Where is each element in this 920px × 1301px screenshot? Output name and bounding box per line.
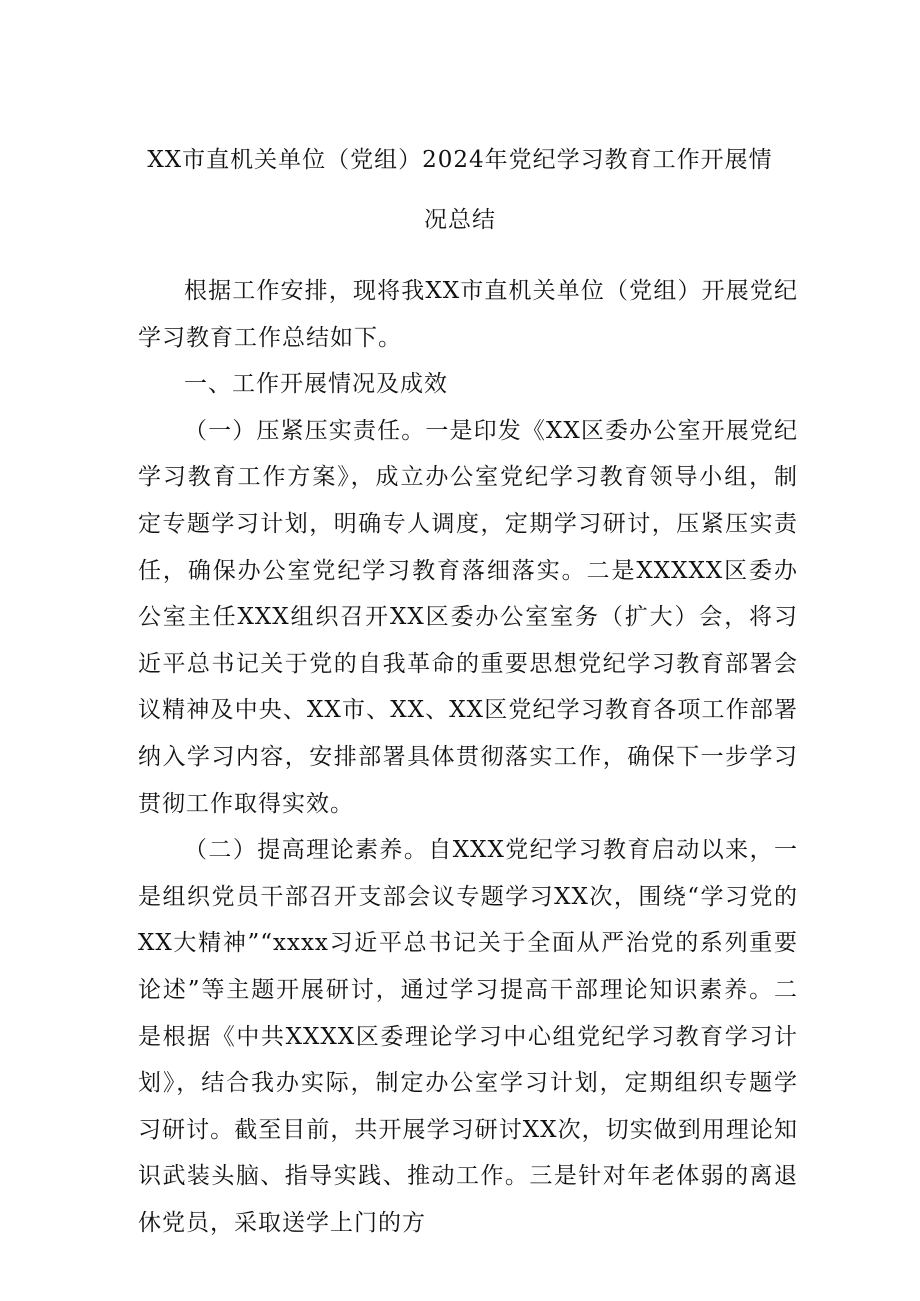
document-title-line-2: 况总结 <box>424 207 496 233</box>
paragraph-responsibility: （一）压紧压实责任。一是印发《XX区委办公室开展党纪学习教育工作方案》，成立办公室党纪学习教育领导小组，制定专题学习计划，明确专人调度，定期学习研讨，压紧压实责任，确保办公室党纪学习教育落细落实。二是XXXXX区委办公室主任XXX组织召开XX区委办公室室务（扩大）会，将习近平总书记关于党的自我革命的重要思想党纪学习教育部署会议精神及中央、XX市、XX、XX区党纪学习教育各项工作部署纳入学习内容，安排部署具体贯彻落实工作，确保下一步学习贯彻工作取得实效。 <box>138 417 798 817</box>
paragraph-theory: （二）提高理论素养。自XXX党纪学习教育启动以来，一是组织党员干部召开支部会议专题学习XX次，围绕“学习党的XX大精神”“xxxx习近平总书记关于全面从严治党的系列重要论述”等主题开展研讨，通过学习提高干部理论知识素养。二是根据《中共XXXX区委理论学习中心组党纪学习教育学习计划》，结合我办实际，制定办公室学习计划，定期组织专题学习研讨。截至目前，共开展学习研讨XX次，切实做到用理论知识武装头脑、指导实践、推动工作。三是针对年老体弱的离退休党员，采取送学上门的方 <box>138 837 798 1236</box>
document-body <box>138 268 798 1246</box>
document-title-line-1: XX市直机关单位（党组）2024年党纪学习教育工作开展情 <box>147 147 773 173</box>
section-heading: 一、工作开展情况及成效 <box>184 371 448 398</box>
intro-paragraph: 根据工作安排，现将我XX市直机关单位（党组）开展党纪学习教育工作总结如下。 <box>138 278 798 351</box>
